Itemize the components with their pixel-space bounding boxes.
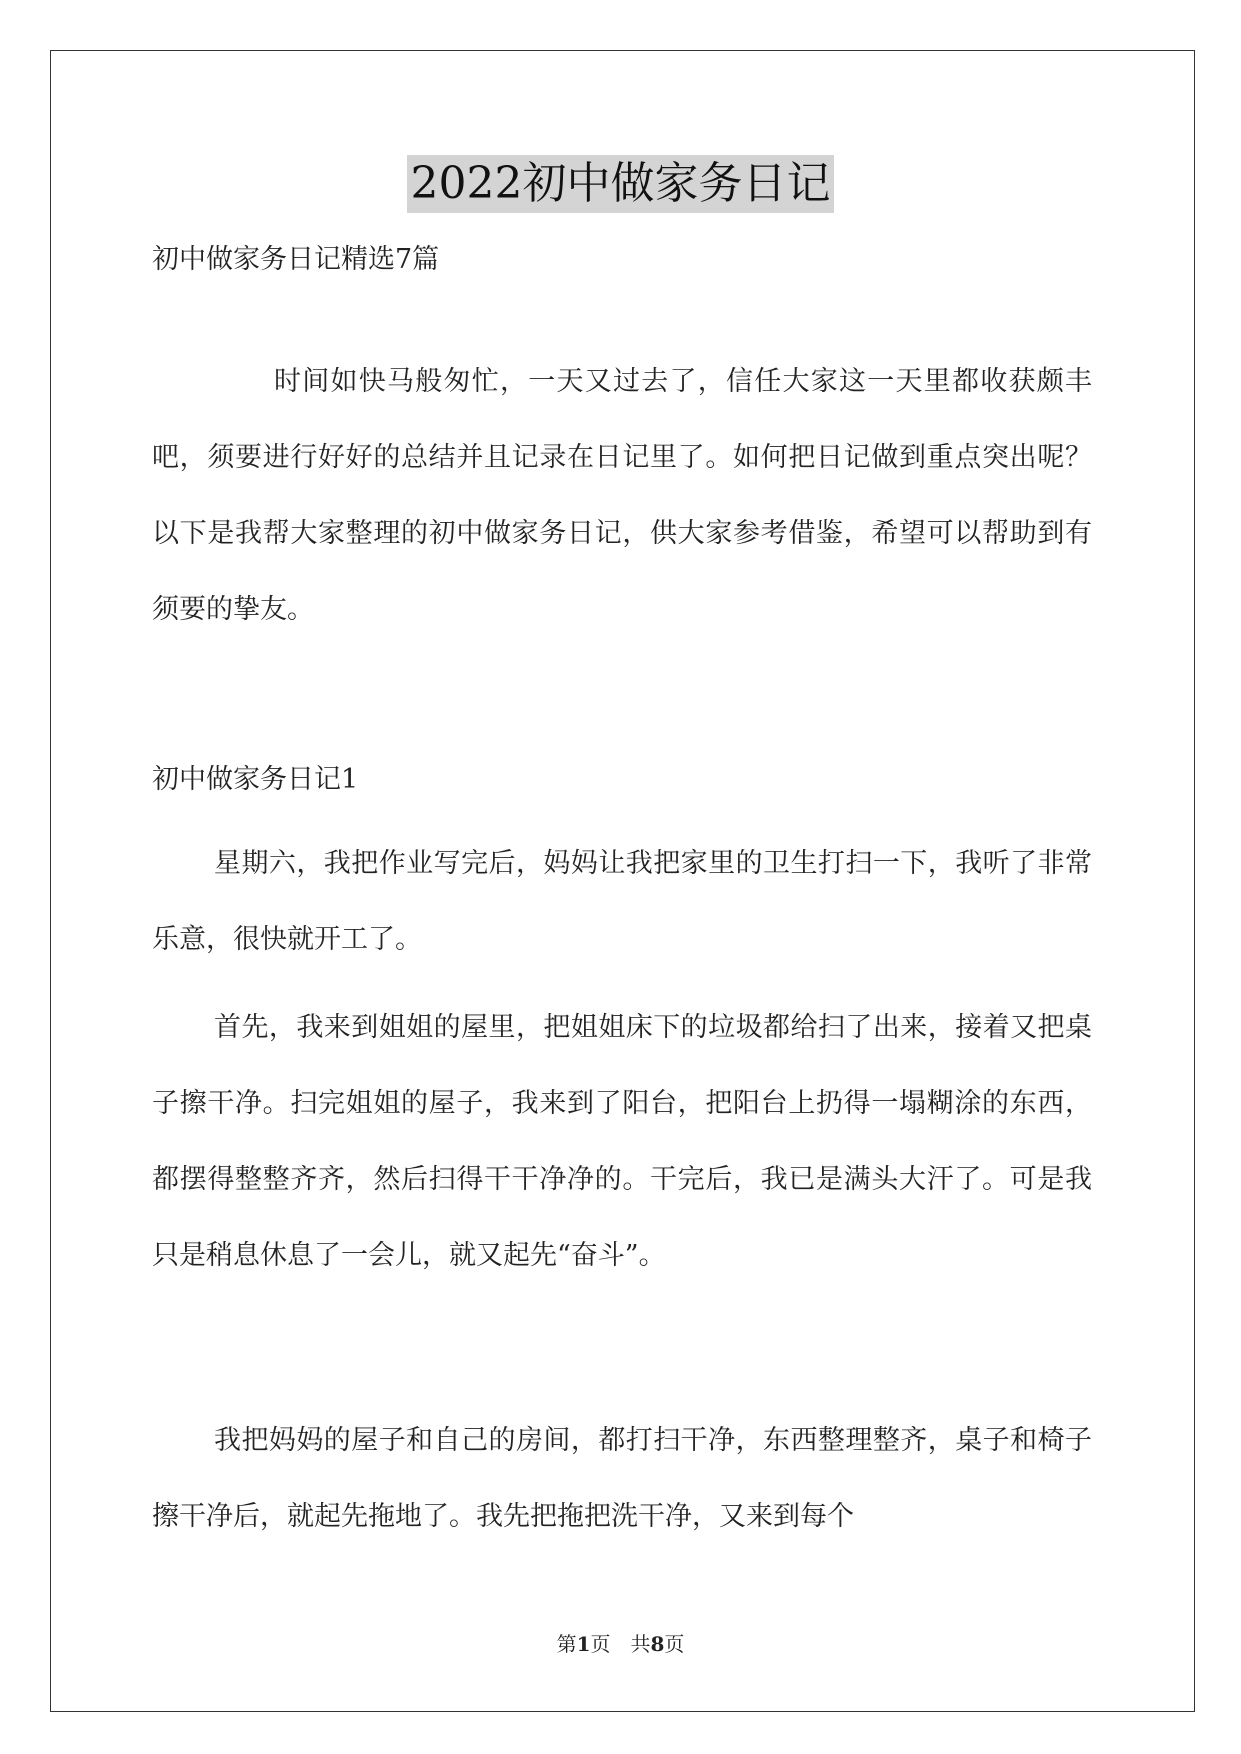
total-page-number: 8 <box>650 1632 665 1656</box>
current-page-number: 1 <box>576 1632 591 1656</box>
body-paragraph: 首先，我来到姐姐的屋里，把姐姐床下的垃圾都给扫了出来，接着又把桌子擦干净。扫完姐姐的屋子，我来到了阳台，把阳台上扔得一塌糊涂的东西，都摆得整整齐齐，然后扫得干干净净的。干完后，我已是满头大汗了。可是我只是稍息休息了一会儿，就又起先“奋斗”。 <box>152 1012 1092 1271</box>
footer-prefix: 第 <box>556 1632 577 1656</box>
intro-paragraph: 时间如快马般匆忙，一天又过去了，信任大家这一天里都收获颇丰吧，须要进行好好的总结并且记录在日记里了。如何把日记做到重点突出呢？以下是我帮大家整理的初中做家务日记，供大家参考借鉴，希望可以帮助到有须要的挚友。 <box>152 366 1092 625</box>
document-title: 2022初中做家务日记 <box>407 155 835 213</box>
title-container <box>0 155 1241 213</box>
body-paragraph: 星期六，我把作业写完后，妈妈让我把家里的卫生打扫一下，我听了非常乐意，很快就开工了。 <box>152 848 1092 955</box>
body-paragraph: 我把妈妈的屋子和自己的房间，都打扫干净，东西整理整齐，桌子和椅子擦干净后，就起先拖地了。我先把拖把洗干净，又来到每个 <box>152 1425 1092 1532</box>
page-footer <box>0 1630 1241 1658</box>
document-subtitle: 初中做家务日记精选7篇 <box>152 244 440 275</box>
footer-mid: 页 共 <box>590 1632 651 1656</box>
section-heading: 初中做家务日记1 <box>152 764 359 795</box>
footer-suffix: 页 <box>664 1632 685 1656</box>
